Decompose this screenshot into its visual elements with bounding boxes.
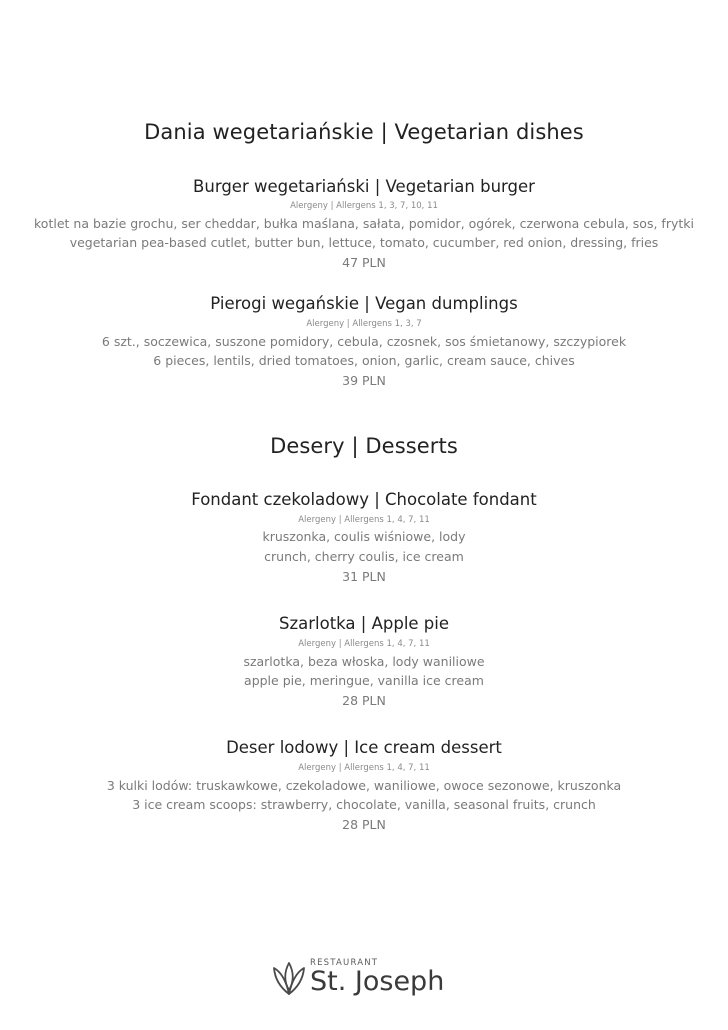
dish-description-pl: kotlet na bazie grochu, ser cheddar, bułka maślana, sałata, pomidor, ogórek, czerwona cebula, sos, frytki	[34, 216, 694, 231]
section-title-desserts: Desery | Desserts	[270, 434, 458, 458]
dish-price: 39 PLN	[342, 373, 386, 388]
dish-allergens: Alergeny | Allergens 1, 3, 7	[306, 319, 422, 329]
dish-name: Szarlotka | Apple pie	[278, 614, 450, 633]
logo-name: St. Joseph	[310, 966, 445, 997]
dish-description-pl: kruszonka, coulis wiśniowe, lody	[262, 529, 466, 544]
dish-price: 47 PLN	[342, 255, 386, 270]
dish-description-en: vegetarian pea-based cutlet, butter bun, lettuce, tomato, cucumber, red onion, dressing, fries	[69, 235, 659, 250]
dish-allergens: Alergeny | Allergens 1, 4, 7, 11	[298, 515, 430, 525]
dish-price: 28 PLN	[342, 693, 386, 708]
dish-description-pl: szarlotka, beza włoska, lody waniliowe	[243, 654, 485, 669]
dish-price: 28 PLN	[342, 817, 386, 832]
dish-description-en: apple pie, meringue, vanilla ice cream	[244, 673, 484, 688]
restaurant-logo	[272, 958, 472, 1002]
dish-price: 31 PLN	[342, 569, 386, 584]
dish-description-en: 6 pieces, lentils, dried tomatoes, onion, garlic, cream sauce, chives	[153, 353, 575, 368]
logo-subtitle: RESTAURANT	[310, 958, 379, 968]
dish-name: Burger wegetariański | Vegetarian burger	[193, 177, 535, 196]
dish-allergens: Alergeny | Allergens 1, 3, 7, 10, 11	[290, 201, 438, 211]
dish-description-pl: 6 szt., soczewica, suszone pomidory, cebula, czosnek, sos śmietanowy, szczypiorek	[101, 334, 627, 349]
dish-name: Pierogi wegańskie | Vegan dumplings	[210, 294, 518, 313]
dish-description-en: crunch, cherry coulis, ice cream	[264, 549, 464, 564]
dish-allergens: Alergeny | Allergens 1, 4, 7, 11	[298, 763, 430, 773]
lotus-leaf-icon	[272, 960, 306, 996]
dish-description-pl: 3 kulki lodów: truskawkowe, czekoladowe, waniliowe, owoce sezonowe, kruszonka	[106, 778, 622, 793]
dish-allergens: Alergeny | Allergens 1, 4, 7, 11	[298, 639, 430, 649]
dish-description-en: 3 ice cream scoops: strawberry, chocolate, vanilla, seasonal fruits, crunch	[132, 797, 596, 812]
dish-name: Fondant czekoladowy | Chocolate fondant	[191, 490, 537, 509]
section-title-vegetarian: Dania wegetariańskie | Vegetarian dishes	[144, 120, 584, 144]
dish-name: Deser lodowy | Ice cream dessert	[226, 738, 502, 757]
